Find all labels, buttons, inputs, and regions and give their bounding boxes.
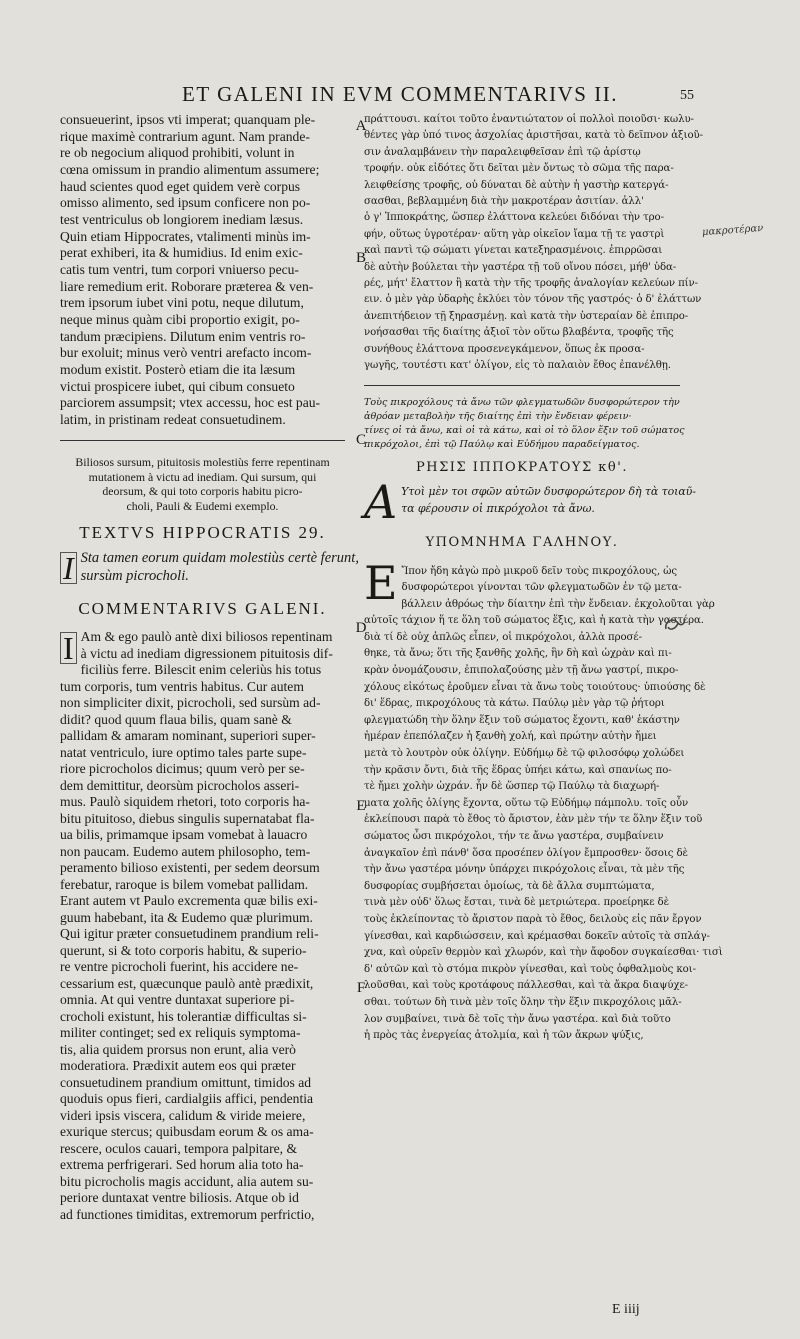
text-line: guum habebant, ita & Eudemo quæ plurimum. (60, 909, 313, 925)
text-line: tum corporis, tum ventris habitus. Cur autem (60, 678, 304, 694)
text-line: τροφήν. οὐκ εἰδότες ὅτι δεῖται μὲν ὄντως τὸ σῶμα τῆς παρα- (364, 163, 674, 175)
latin-body-top (60, 112, 345, 428)
text-line: natat ventriculo, iure optimo tales parte supe- (60, 744, 307, 760)
text-line: κρὰν ὀνομάζουσιν, ἐπιπολαζούσης μὲν τῇ ἄνω γαστρί, πικρο- (364, 665, 679, 677)
text-line: non simpliciter dixit, picrocholi, sed sursùm ad- (60, 695, 321, 711)
text-line: λοῦσθαι, καὶ τοὺς κροτάφους πάλλεσθαι, καὶ τὰ ἄκρα διαψύχε- (364, 980, 688, 992)
text-line: haud scientes quod eget quidem verè corpus (60, 178, 301, 194)
text-line: δ' αὐτῶν καὶ τὸ στόμα πικρὸν γίνεσθαι, καὶ τοὺς ὀφθαλμοὺς κοι- (364, 963, 696, 975)
text-line: σώματος ὦσι πικρόχολοι, τήν τε ἄνω γαστέρα, συμβαίνειν (364, 831, 664, 842)
text-line: λον συμβαίνει, τινὰ δὲ τοῖς τὴν ἄνω γαστέρα. καὶ διὰ τοῦτο (364, 1013, 671, 1025)
text-line: militer continget; sed ex reliquis symptoma- (60, 1025, 301, 1041)
text-line: dem demittitur, deorsùm picrocholos asseri- (60, 777, 300, 793)
text-line: ad functiones timiditas, extremorum perfrictio, (60, 1206, 315, 1222)
text-line: consuetudinem prandium omittunt, timidos ad (60, 1074, 312, 1090)
latin-commentary-body (60, 629, 345, 1223)
text-line: φλεγματώδη τὴν ὅλην ἕξιν τοῦ σώματος ἔχοντι, καθ' ἑκάστην (364, 714, 680, 726)
text-line: ua bilis, primamque ipsam vomebat à lauacro (60, 827, 308, 843)
signature-mark: E iiij (612, 1302, 640, 1317)
text-line: tis, alia quidem prorsus non erunt, alia verò (60, 1041, 296, 1057)
text-line: δι' ἕδρας, πικροχόλους τὰ κάτω. Παύλῳ μὲν γὰρ τῷ ῥήτορι (364, 698, 665, 710)
text-line: σιν ἀναλαμβάνειν τὴν παραλειφθεῖσαν ἐπὶ τῷ ἀρίστῳ (364, 146, 641, 158)
text-line: omnia. At qui ventre duntaxat superiore pi- (60, 992, 295, 1008)
text-line: modum existit. Posterò etiam die ita læsum (60, 361, 296, 377)
handwritten-margin-note: μακροτέραν (701, 222, 764, 239)
text-line: τίνες οἱ τὰ ἄνω, καὶ οἱ τὰ κάτω, καὶ οἱ τὸ ὅλον ἕξιν τοῦ σώματος (364, 424, 685, 436)
text-line: videri ipsis viscera, calidum & viride meiere, (60, 1107, 306, 1123)
gutter-letter-c: C (355, 432, 366, 448)
latin-commentary-heading: COMMENTARIVS GALENI. (78, 599, 327, 619)
text-line: δυσφορώτεροι γίνονται τῶν φλεγματωδῶν ἐν τῷ μετα- (401, 582, 682, 594)
text-line: χόλους εἰκότως ἐροῦμεν εἶναι τὰ ἄνω τοὺς τοιούτους· ὑπιούσης δὲ (364, 681, 706, 693)
text-line: Biliosos sursum, pituitosis molestiùs ferre repentinam (75, 455, 330, 470)
latin-column (60, 112, 359, 1223)
text-line: σασθαι, βεβλαμμένη διὰ τὴν μακροτέραν ἀσιτίαν. ἀλλ' (364, 196, 644, 208)
text-line: peramento bilioso existenti, per sedem deorsum (60, 860, 320, 876)
greek-column (364, 112, 723, 1045)
text-line: Am & ego paulò antè dixi biliosos repentinam (80, 629, 333, 645)
gutter-letter-a: A (355, 118, 367, 134)
dropcap-alpha: Α (364, 474, 398, 529)
text-line: perat exhiberi, ita & humidius. Id enim exic- (60, 245, 303, 261)
text-line: extrema perfrigerari. Sed horum alia toto ha- (60, 1157, 304, 1173)
text-line: bur exoluit; minus verò ventri arefacto incom- (60, 345, 312, 361)
text-line: deorsum, & qui toto corporis habitu picro- (102, 484, 303, 499)
greek-body-top (364, 112, 703, 375)
greek-summary (364, 396, 685, 452)
text-line: test ventriculus ob longiorem inediam læsus. (60, 211, 304, 227)
text-line: γίνεσθαι, καὶ καρδιώσσειν, καὶ κρέμασθαι δοκεῖν αὐτοῖς τὰ σπλάγ- (364, 930, 710, 942)
text-line: τὴν κρᾶσιν ὄντι, διὰ τῆς ἕδρας ὑπήει κάτω, καὶ σπανίως πο- (364, 764, 672, 776)
text-line: ὁ γ' Ἱπποκράτης, ὥσπερ ἐλάττονα κελεύει διδόναι τὴν τρο- (364, 212, 664, 224)
greek-commentary-heading: ΥΠΟΜΝΗΜΑ ΓΑΛΗΝΟΥ. (425, 534, 619, 550)
text-line: Τοὺς πικροχόλους τὰ ἄνω τῶν φλεγματωδῶν δυσφορώτερον τὴν (364, 396, 680, 408)
dropcap-epsilon: Ε (364, 555, 398, 610)
text-line: ἀθρόαν μεταβολὴν τῆς διαίτης ἐπὶ τὴν ἔνδειαν φέρειν· (364, 410, 632, 422)
gutter-letter-f: F (356, 980, 366, 996)
latin-summary (60, 455, 345, 513)
text-line: tandum præcipiens. Dilutum enim ventris ro- (60, 328, 306, 344)
text-line: liare remedium erit. Roborare præterea & ven- (60, 278, 314, 294)
text-line: θηκε, τὰ ἄνω; ὅτι τῆς ξανθῆς χολῆς, ἣν δὴ καὶ ὠχρὰν καὶ πι- (364, 648, 672, 660)
text-line: rique maximè contrarium agunt. Nam prande- (60, 128, 310, 144)
text-line: ἀναγκαῖον ἐπὶ πάνθ' ὅσα προσέπεν ὀλίγον ἔμπροσθεν· ὅσοις δὲ (364, 847, 688, 859)
dropcap-i: I (60, 632, 77, 664)
gutter-letter-e: E (356, 798, 366, 814)
text-line: re ob negocium aliquod prohibiti, volunt in (60, 145, 295, 161)
latin-text-heading: TEXTVS HIPPOCRATIS 29. (79, 523, 326, 543)
gutter-letter-d: D (355, 620, 367, 636)
text-line: pallidam & amaram nominant, superiori super- (60, 728, 316, 744)
aphorism-line: Sta tamen eorum quidam molestiùs certè ferunt, (80, 550, 359, 567)
aphorism-line: τα φέρουσιν οἱ πικρόχολοι τὰ ἄνω. (401, 501, 595, 515)
text-line: Quin etiam Hippocrates, vtalimenti minùs im- (60, 228, 311, 244)
text-line: re ventre picrocholi fuerint, his accidere ne- (60, 959, 299, 975)
text-line: ferebatur, raroque is bilem vomebat pallidam. (60, 876, 309, 892)
text-line: didit? quod quum flaua bilis, quam sanè & (60, 711, 292, 727)
text-line: Qui igitur præter consuetudinem prandium reli- (60, 926, 319, 942)
text-line: choli, Pauli & Eudemi exemplo. (126, 498, 279, 513)
text-line: riore picrocholos dicimus; quum verò per se- (60, 761, 305, 777)
text-line: trem ipsorum iubet vini potu, neque dilutum, (60, 295, 304, 311)
text-line: omisso alimento, sed ipsum conficere non po- (60, 195, 311, 211)
dropcap-i: I (60, 552, 77, 584)
text-line: φήν, οὕτως ὑγροτέραν· αὕτη γὰρ οἰκεῖον ἴαμα τῇ τε γαστρὶ (364, 228, 665, 240)
ornament-flourish-icon (662, 615, 688, 635)
latin-aphorism (60, 549, 359, 587)
text-line: καὶ παντὶ τῷ σώματι γίνεται κατεξηρασμένοις. ἐπιρρῶσαι (364, 245, 663, 257)
text-line: πράττουσι. καίτοι τοῦτο ἐναντιώτατον οἱ πολλοὶ ποιοῦσι· κωλυ- (364, 114, 694, 125)
page-number: 55 (680, 88, 694, 103)
gutter-letter-b: B (355, 250, 366, 266)
text-line: parciorem assumpsit; vtex accessu, hoc est pau- (60, 395, 321, 411)
aphorism-line: sursùm picrocholi. (80, 568, 189, 585)
text-line: cessarium est, quæcunque paulò antè prædixit, (60, 975, 314, 991)
text-line: τὲ ἤμει χολὴν ὠχράν. ἦν δὲ ὥσπερ τῷ Παύλῳ τὰ διαχωρή- (364, 781, 660, 793)
text-line: βάλλειν ἀθρόως τὴν δίαιτην ἐπὶ τὴν ἔνδειαν. ἐκχολοῦται γὰρ (401, 598, 715, 610)
text-line: τὴν ἄνω γαστέρα μόνην ὑπάρχει πικρόχολοις εἶναι, τὰ μὲν τῆς (364, 864, 685, 876)
text-line: moderatiora. Prædixit autem eos qui præter (60, 1058, 296, 1074)
text-line: σθαι. τούτων δὴ τινὰ μὲν τοῖς ὅλην τὴν ἕξιν πικροχόλοις μᾶλ- (364, 996, 682, 1008)
greek-commentary-body (364, 555, 723, 1045)
text-line: ficiliùs ferre. Bilescit enim celeriùs his totus (80, 662, 322, 678)
text-line: à victu ad inediam digressionem pituitosis dif- (80, 645, 333, 661)
text-line: querunt, si & toto corporis habitu, & superio- (60, 942, 307, 958)
text-line: consueuerint, ipsos vti imperat; quanquam ple- (60, 112, 316, 127)
text-line: rescere, oculos cauari, tempora palpitare, & (60, 1140, 298, 1156)
text-line: αὐτοῖς τάχιον ἥ τε ὅλη τοῦ σώματος ἕξις, καὶ ἡ κατὰ τὴν γαστέρα. (364, 615, 704, 627)
text-line: bitu picrocholis magis accidunt, alia autem su- (60, 1173, 314, 1189)
text-line: latim, in pristinam redeat consuetudinem. (60, 411, 286, 427)
text-line: γωγῆς, τουτέστι κατ' ὀλίγον, εἰς τὸ παλαιὸν ἔθος ἐπανέλθῃ. (364, 360, 671, 372)
text-line: neque minus quàm cibi proportio exigit, po- (60, 311, 300, 327)
text-line: ρές, μήτ' ἔλαττον ἢ κατὰ τὴν τῆς τροφῆς ἀναλογίαν κελεύων πίν- (364, 278, 698, 290)
text-line: Erant autem vt Paulo excrementa quæ bilis exi- (60, 893, 318, 909)
text-line: cœna omissum in prandio alimentum assumere; (60, 161, 320, 177)
text-line: mutationem à victu ad inediam. Qui sursum, qui (88, 469, 317, 484)
text-line: διὰ τί δὲ οὐχ ἁπλῶς εἶπεν, οἱ πικρόχολοι, ἀλλὰ προσέ- (364, 631, 642, 643)
text-line: Ἴπον ἤδη κἀγὼ πρὸ μικροῦ δεῖν τοὺς πικροχόλους, ὡς (401, 565, 677, 577)
text-line: τοὺς ἐκλείποντας τὸ ἄριστον παρὰ τὸ ἔθος, δειλοὺς εἰς πᾶν ἔργον (364, 913, 702, 925)
text-line: ἡ πρὸς τὰς ἐνεργείας ἀτολμία, καὶ ἡ τῶν ἄκρων ψύξις, (364, 1030, 644, 1042)
text-line: δυσφορίας συμβήσεται ὁμοίως, τὰ δὲ ἄλλα συμπτώματα, (364, 880, 655, 892)
text-line: catis tum ventri, tum corpori vniuerso pecu- (60, 261, 299, 277)
text-line: δὲ αὐτὴν βούλεται τὴν γαστέρα τῇ τοῦ οἴνου πόσει, μήθ' ὑδα- (364, 261, 677, 273)
text-line: χνα, καὶ οὐρεῖν θερμὸν καὶ χλωρόν, καὶ τὴν ἄφοδον συγκαίεσθαι· τισὶ (364, 947, 723, 959)
text-line: bitu pituitoso, diebus singulis supernatabat fla- (60, 810, 315, 826)
text-line: ειν. ὁ μὲν γὰρ ὑδαρὴς ἐκλύει τὸν τόνον τῆς γαστρός· ὁ δ' ἐλάττων (364, 294, 702, 306)
text-line: νοήσασθαι τῆς διαίτης ἀξιοῖ τὸν οὕτω βλαβέντα, τροφῆς τῆς (364, 327, 674, 339)
text-line: θέντες γὰρ ὑπό τινος ἀσχολίας ἀριστῆσαι, κατὰ τὸ δεῖπνον ἀξιοῦ- (364, 130, 703, 142)
text-line: συνήθους ἐλάττονα προσενεγκάμενον, ὅπως ἐκ προσα- (364, 343, 645, 355)
text-line: crocholi existunt, his tolerantiæ difficultas si- (60, 1008, 307, 1024)
text-line: periore duntaxat ventre biliosis. Atque ob id (60, 1190, 299, 1206)
text-line: ἡμέραν ἐπεπόλαζεν ἡ ξανθὴ χολή, καὶ πρώτην αὐτὴν ἤμει (364, 731, 657, 743)
text-line: μετὰ τὸ λουτρὸν οὐκ ὀλίγην. Εὐδήμῳ δὲ τῷ φιλοσόφῳ χολώδει (364, 748, 685, 760)
text-line: exurique stercus; quibusdam eorum & os ama- (60, 1124, 314, 1140)
greek-text-heading: ΡΗΣΙΣ ΙΠΠΟΚΡΑΤΟΥΣ κθ'. (416, 459, 628, 475)
text-line: ματα χολῆς ὀλίγης ἔχοντα, οὕτω τῷ Εὐδήμῳ πάμπολυ. τοῖς οὖν (364, 797, 689, 809)
text-line: πικρόχολοι, ἐπὶ τῷ Παύλῳ καὶ Εὐδήμου παραδείγματος. (364, 438, 640, 450)
text-line: victui prospicere iubet, qui cibum consueto (60, 378, 295, 394)
text-line: ἐκλείπουσι παρὰ τὸ ἔθος τὸ ἄριστον, ἐὰν μὲν τήν τε ὅλην ἕξιν τοῦ (364, 814, 703, 826)
text-line: ἀνεπιτήδειον τῇ ξηρασμένῃ. καὶ κατὰ τὴν ὑστεραίαν δὲ ἐπιπρο- (364, 310, 689, 322)
text-line: mus. Paulò siquidem rhetori, toto corporis ha- (60, 794, 310, 810)
running-head: ET GALENI IN EVM COMMENTARIVS II. (182, 82, 618, 106)
text-line: quoduis opus fieri, cardialgiis affici, pendentia (60, 1091, 314, 1107)
text-line: non paucam. Eudemo autem philosopho, tem- (60, 843, 311, 859)
aphorism-line: Υτοὶ μὲν τοι σφῶν αὐτῶν δυσφορώτερον δὴ τὰ τοιαῦ- (401, 484, 696, 498)
text-line: τινὰ μὲν οὐδ' ὅλως ἔσται, τινὰ δὲ μετριώτερα. προείρηκε δὲ (364, 897, 669, 909)
greek-aphorism (364, 474, 696, 529)
text-line: λειφθείσης τροφῆς, οὐ δύναται δὲ αὐτὴν ἡ γαστὴρ κατεργά- (364, 179, 669, 191)
